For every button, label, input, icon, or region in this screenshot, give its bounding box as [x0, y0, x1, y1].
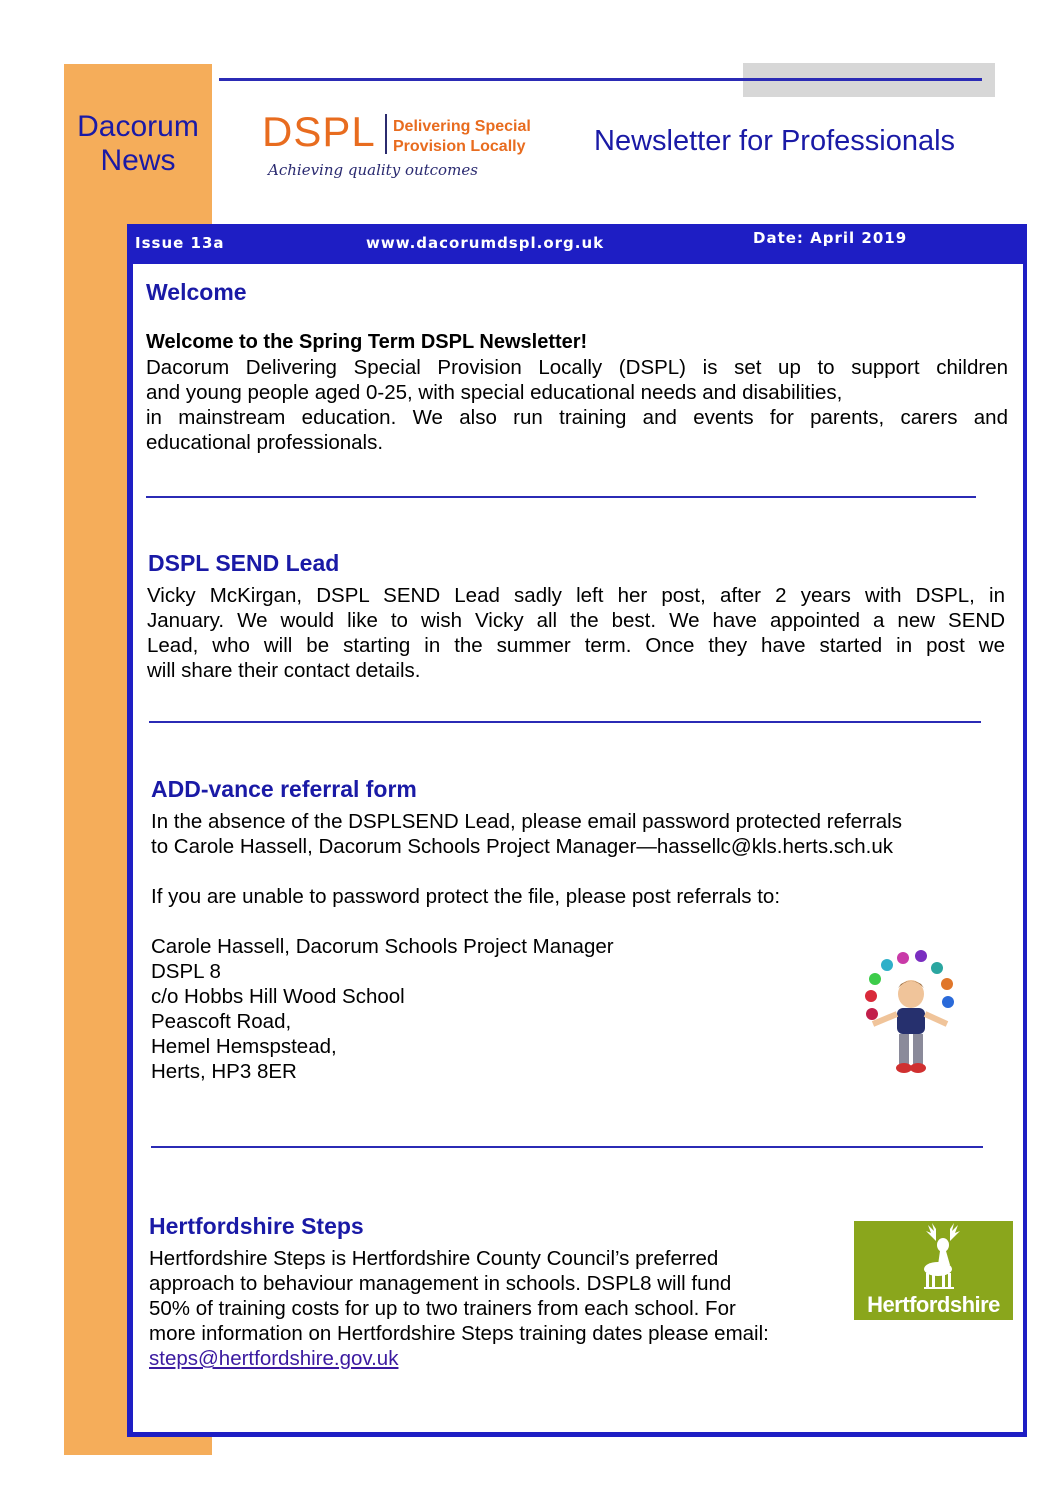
- section-divider: [149, 721, 981, 723]
- send-lead-line: will share their contact details.: [147, 659, 421, 682]
- addvance-heading: ADD-vance referral form: [151, 776, 417, 802]
- addvance-line: to Carole Hassell, Dacorum Schools Project Manager—hassellc@kls.herts.sch.uk: [151, 835, 894, 858]
- address-line: Hemel Hemspstead,: [151, 1035, 337, 1058]
- address-line: Peascoft Road,: [151, 1010, 292, 1033]
- addvance-post-instruction: If you are unable to password protect the file, please post referrals to:: [151, 885, 781, 908]
- section-divider: [146, 496, 976, 498]
- herts-steps-line: more information on Hertfordshire Steps training dates please email:: [149, 1322, 769, 1345]
- masthead-line1: Dacorum: [77, 110, 199, 143]
- send-lead-line: Lead, who will be starting in the summer term. Once they have started in post we: [147, 634, 1005, 657]
- herts-steps-heading: Hertfordshire Steps: [149, 1213, 364, 1239]
- header-rule: [219, 78, 982, 81]
- juggler-illustration: [855, 948, 965, 1080]
- send-lead-line: January. We would like to wish Vicky all the best. We have appointed a new SEND: [147, 609, 1005, 632]
- address-line: DSPL 8: [151, 960, 221, 983]
- newsletter-title: Newsletter for Professionals: [594, 125, 956, 157]
- welcome-subheading: Welcome to the Spring Term DSPL Newsletter!: [146, 331, 588, 353]
- address-line: c/o Hobbs Hill Wood School: [151, 985, 405, 1008]
- herts-steps-line: Hertfordshire Steps is Hertfordshire County Council’s preferred: [149, 1247, 719, 1270]
- welcome-line: Dacorum Delivering Special Provision Locally (DSPL) is set up to support children: [146, 356, 1008, 379]
- issue-number: Issue 13a: [135, 234, 225, 252]
- logo-line1: Delivering Special: [393, 118, 531, 135]
- logo-acronym: DSPL: [262, 108, 376, 155]
- logo-tagline: Achieving quality outcomes: [268, 161, 478, 179]
- send-lead-heading: DSPL SEND Lead: [148, 550, 340, 576]
- addvance-paragraph: [151, 809, 1011, 859]
- postal-address: [151, 934, 614, 1084]
- section-divider: [151, 1146, 983, 1148]
- welcome-line: and young people aged 0-25, with special educational needs and disabilities,: [146, 381, 843, 404]
- hertfordshire-logo-word: Hertfordshire: [867, 1292, 1000, 1317]
- address-line: Carole Hassell, Dacorum Schools Project Manager: [151, 935, 614, 958]
- addvance-line: In the absence of the DSPLSEND Lead, please email password protected referrals: [151, 810, 902, 833]
- website-url: www.dacorumdspl.org.uk: [366, 234, 605, 252]
- herts-steps-body: [149, 1246, 859, 1371]
- send-lead-line: Vicky McKirgan, DSPL SEND Lead sadly left her post, after 2 years with DSPL, in: [147, 584, 1005, 607]
- issue-date: Date: April 2019: [753, 229, 908, 247]
- herts-steps-line: approach to behaviour management in schools. DSPL8 will fund: [149, 1272, 732, 1295]
- logo-line2: Provision Locally: [393, 138, 526, 155]
- masthead-line2: News: [100, 144, 176, 177]
- steps-email-link[interactable]: steps@hertfordshire.gov.uk: [149, 1347, 399, 1370]
- send-lead-body: [147, 583, 1005, 683]
- welcome-heading: Welcome: [146, 279, 247, 305]
- welcome-line: in mainstream education. We also run training and events for parents, carers and: [146, 406, 1008, 429]
- masthead-title: [64, 110, 212, 178]
- herts-steps-line: 50% of training costs for up to two trainers from each school. For: [149, 1297, 736, 1320]
- welcome-line: educational professionals.: [146, 431, 384, 454]
- logo-divider: [385, 114, 387, 154]
- welcome-body: [146, 355, 1008, 455]
- stag-icon: [854, 1221, 1013, 1291]
- address-line: Herts, HP3 8ER: [151, 1060, 297, 1083]
